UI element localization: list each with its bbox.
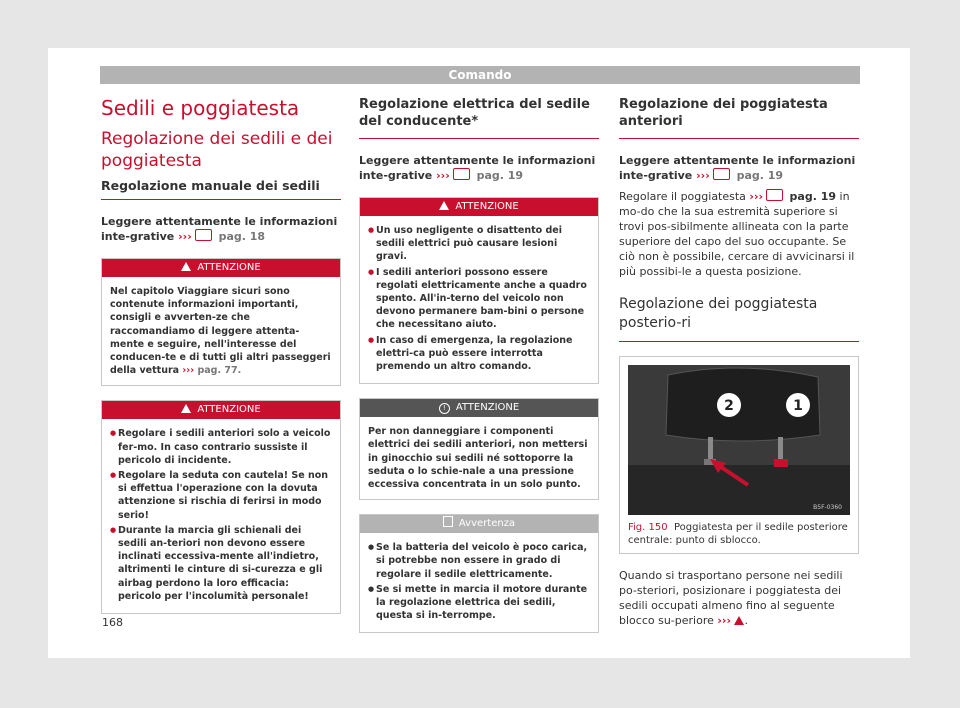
callout-2: 2 [724, 398, 734, 414]
reference-arrows: ››› [436, 169, 450, 182]
list-item: ● Durante la marcia gli schienali dei sedili an-teriori non devono essere inclinati eccessiva-mente all'indietro, altrimenti le cinture di si-curezza e gli airbag perdono la loro efficacia: pericolo per l'incolumità personale! [110, 524, 332, 603]
page-reference-link[interactable]: pag. 19 [789, 190, 837, 203]
section-header: Comando [100, 66, 860, 84]
info-circle-icon: ! [439, 403, 450, 414]
column-1 [101, 96, 341, 614]
reference-arrows: ››› [717, 614, 731, 627]
lead-paragraph: Leggere attentamente le informazioni inte-grative ››› pag. 19 [619, 154, 856, 182]
note-icon [443, 516, 453, 527]
book-icon [195, 229, 212, 241]
page-reference-link[interactable]: pag. 77. [197, 365, 242, 377]
caution-header: ! ATTENZIONE [360, 399, 598, 417]
list-item: ● I sedili anteriori possono essere regolati elettricamente anche a quadro spento. All'in-terno del veicolo non devono permanere bam-bini o persone che necessitano aiuto. [368, 266, 590, 332]
warning-text: Nel capitolo Viaggiare sicuri sono contenute informazioni importanti, consigli e avverten-ze che raccomandiamo di leggere attenta-mente e seguire, nell'interesse del conducen-te e di tutti gli altri passeggeri della vettura [110, 286, 331, 377]
list-item: ● Se si mette in marcia il motore durante la regolazione elettrica dei sedili, questa si in-terrompe. [368, 583, 590, 623]
warning-header: ATTENZIONE [102, 401, 340, 419]
reference-arrows: ››› [178, 230, 192, 243]
warning-box [101, 400, 341, 614]
page-reference-link[interactable]: pag. 19 [476, 169, 524, 182]
list-item: ● In caso di emergenza, la regolazione elettri-ca può essere interrotta premendo un altro comando. [368, 334, 590, 374]
lead-paragraph: Leggere attentamente le informazioni inte-grative ››› pag. 19 [359, 154, 596, 182]
warning-header: ATTENZIONE [102, 259, 340, 277]
subsection-title: Regolazione manuale dei sedili [101, 178, 341, 200]
chapter-title: Sedili e poggiatesta [101, 96, 300, 120]
list-item: ● Regolare i sedili anteriori solo a veicolo fer-mo. In caso contrario sussiste il pericolo di incidente. [110, 427, 332, 467]
page-reference-link[interactable]: pag. 18 [218, 230, 266, 243]
book-icon [766, 189, 783, 201]
warning-header: ATTENZIONE [360, 198, 598, 216]
list-item: ● Se la batteria del veicolo è poco carica, si potrebbe non essere in grado di regolare il sedile elettricamente. [368, 541, 590, 581]
page-reference-link[interactable]: pag. 19 [736, 169, 784, 182]
list-item: ● Regolare la seduta con cautela! Se non si effettua l'operazione con la dovuta attenzione si rischia di ferirsi in modo serio! [110, 469, 332, 522]
note-header: Avvertenza [360, 515, 598, 533]
warning-icon [439, 201, 449, 210]
page-number: 168 [102, 616, 123, 629]
section-title: Regolazione elettrica del sedile del conducente* [359, 96, 599, 139]
section-title: Regolazione dei poggiatesta anteriori [619, 96, 859, 139]
lead-paragraph: Leggere attentamente le informazioni inte-grative ››› pag. 18 [101, 215, 338, 243]
reference-arrows: ››› [696, 169, 710, 182]
reference-arrows: ››› [182, 365, 195, 377]
warning-icon [181, 262, 191, 271]
caution-text: Per non danneggiare i componenti elettrici dei sedili anteriori, non mettersi in ginocchio sui sedili né sottoporre la seduta o lo schie-nale a una pressione eccessiva concentrata in un solo punto. [368, 426, 588, 491]
caution-box [359, 398, 599, 500]
book-icon [453, 168, 470, 180]
paragraph: Quando si trasportano persone nei sedili po-steriori, posizionare i poggiatesta dei sedili occupati almeno fino al seguente blocco su-periore ››› . [619, 569, 843, 627]
headrest-illustration [628, 365, 850, 515]
column-3 [619, 96, 859, 628]
column-2 [359, 96, 599, 633]
reference-arrows: ››› [749, 190, 764, 203]
note-box [359, 514, 599, 633]
headrest-photo [628, 365, 850, 515]
warning-triangle-icon [734, 616, 744, 625]
book-icon [713, 168, 730, 180]
callout-1: 1 [793, 398, 803, 414]
section-title: Regolazione dei sedili e dei poggiatesta [101, 129, 333, 171]
figure [619, 356, 859, 554]
figure-caption: Fig. 150 Poggiatesta per il sedile posteriore centrale: punto di sblocco. [628, 522, 848, 546]
list-item: ● Un uso negligente o disattento dei sedili elettrici può causare lesioni gravi. [368, 224, 590, 264]
figure-code: B5F-0360 [813, 504, 842, 511]
warning-icon [181, 404, 191, 413]
section-title: Regolazione dei poggiatesta posterio-ri [619, 295, 859, 342]
warning-box [359, 197, 599, 384]
warning-box [101, 258, 341, 386]
paragraph: Regolare il poggiatesta ››› pag. 19 in mo-do che la sua estremità superiore si trovi pos-sibilmente allineata con la parte superiore del capo del suo occupante. Se ciò non è possibile, cercare di avvicinarsi il più possibi-le a questa posizione. [619, 190, 855, 278]
